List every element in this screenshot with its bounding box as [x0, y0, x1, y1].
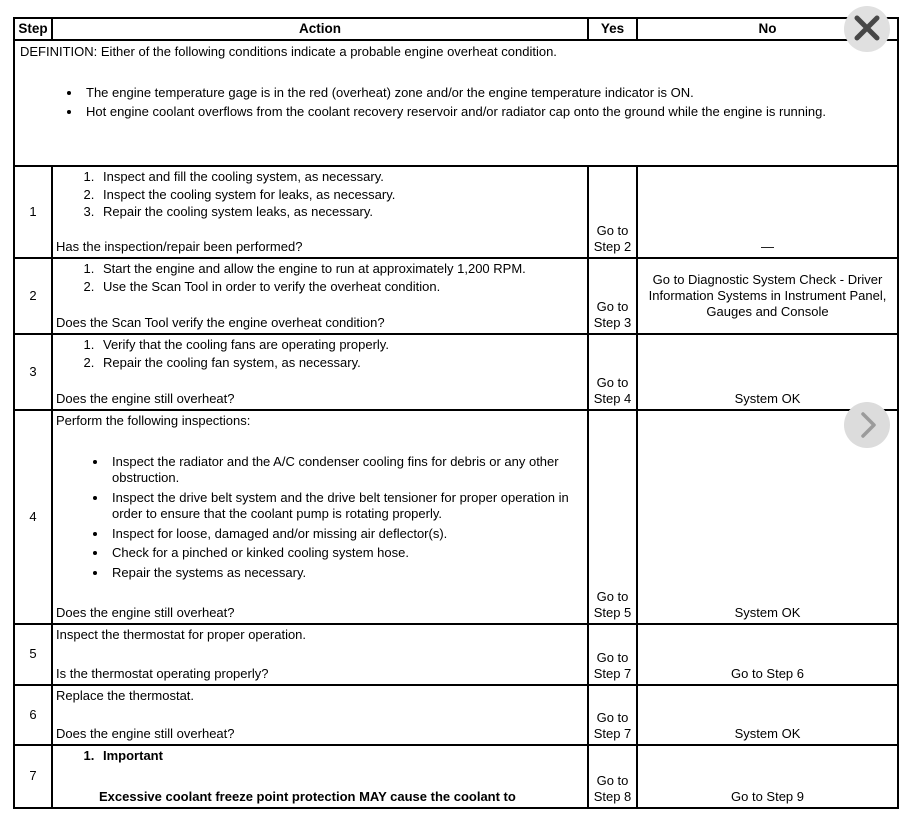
table-row-step-4: [14, 410, 898, 624]
action-text: Replace the thermostat.: [56, 688, 195, 703]
yes-goto-line: Go to: [596, 589, 629, 604]
table-row-step-1: [14, 166, 898, 258]
step-number: 1: [14, 166, 52, 258]
chevron-right-icon: [844, 402, 890, 448]
action-content: [56, 688, 583, 742]
yes-goto-line: Go to: [596, 710, 629, 725]
no-cell: System OK: [637, 334, 898, 410]
yes-goto-line: Step 4: [593, 391, 632, 406]
action-question: Does the engine still overheat?: [56, 604, 235, 620]
yes-goto-line: Step 2: [593, 239, 632, 254]
definition-text: DEFINITION: Either of the following conditions indicate a probable engine overheat condition.: [20, 44, 557, 59]
no-cell: Go to Diagnostic System Check - Driver Information Systems in Instrument Panel, Gauges and Console: [637, 258, 898, 334]
yes-goto-line: Step 7: [593, 726, 632, 741]
no-cell: —: [637, 166, 898, 258]
inspection-bullet-list: [56, 454, 583, 585]
yes-cell: [588, 258, 637, 334]
yes-cell: [588, 624, 637, 685]
no-cell: System OK: [637, 410, 898, 624]
definition-cell: [14, 40, 898, 166]
yes-goto-line: Step 3: [593, 315, 632, 330]
action-content: [56, 627, 583, 682]
action-cell: [52, 166, 588, 258]
action-cell: [52, 334, 588, 410]
action-question: Does the engine still overheat?: [56, 725, 235, 741]
yes-goto-line: Go to: [596, 773, 629, 788]
action-step-item: 3. Repair the cooling system leaks, as necessary.: [98, 204, 583, 221]
action-step-list: [56, 337, 583, 372]
inspection-bullet: • Repair the systems as necessary.: [108, 565, 583, 582]
action-step-list: [56, 261, 583, 296]
action-cell: [52, 745, 588, 808]
action-content: [56, 261, 583, 331]
action-text: Inspect the thermostat for proper operation.: [56, 627, 307, 642]
action-content: [56, 337, 583, 407]
step-number: 2: [14, 258, 52, 334]
inspection-bullet: • Inspect the drive belt system and the drive belt tensioner for proper operation in order to ensure that the coolant pump is rotating properly.: [108, 490, 583, 523]
yes-goto-line: Step 8: [593, 789, 632, 804]
inspection-bullet: • Inspect for loose, damaged and/or missing air deflector(s).: [108, 526, 583, 543]
action-cell: [52, 685, 588, 745]
header-row: [14, 18, 898, 40]
step-number: 6: [14, 685, 52, 745]
next-button[interactable]: [844, 402, 890, 448]
action-step-item: 2. Inspect the cooling system for leaks, as necessary.: [98, 187, 583, 204]
yes-goto-line: Go to: [596, 375, 629, 390]
table-row-step-2: [14, 258, 898, 334]
col-header-yes: Yes: [588, 18, 637, 40]
action-question: Does the Scan Tool verify the engine overheat condition?: [56, 314, 385, 330]
definition-bullet: • The engine temperature gage is in the red (overheat) zone and/or the engine temperature indicator is ON.: [82, 85, 892, 102]
action-intro: Perform the following inspections:: [56, 413, 251, 428]
col-header-no: No: [637, 18, 898, 40]
yes-cell: [588, 166, 637, 258]
close-button[interactable]: [844, 6, 890, 52]
important-label: 1. Important: [98, 748, 583, 765]
action-step-item: 2. Repair the cooling fan system, as necessary.: [98, 355, 583, 372]
yes-cell: [588, 685, 637, 745]
action-step-list: [56, 169, 583, 222]
action-step-list: [56, 748, 583, 766]
step-number: 4: [14, 410, 52, 624]
inspection-bullet: • Check for a pinched or kinked cooling system hose.: [108, 545, 583, 562]
yes-cell: [588, 334, 637, 410]
diagnostic-table: [13, 17, 899, 809]
close-icon: [844, 6, 890, 52]
definition-row: [14, 40, 898, 166]
action-question: Is the thermostat operating properly?: [56, 665, 269, 681]
step-number: 3: [14, 334, 52, 410]
action-step-item: 1. Start the engine and allow the engine to run at approximately 1,200 RPM.: [98, 261, 583, 278]
table-row-step-5: [14, 624, 898, 685]
yes-goto-line: Go to: [596, 650, 629, 665]
action-question: Does the engine still overheat?: [56, 390, 235, 406]
diagnostic-table-container: [13, 17, 897, 809]
yes-goto-line: Go to: [596, 223, 629, 238]
action-content: [56, 169, 583, 255]
action-cell: [52, 410, 588, 624]
action-content: [56, 413, 583, 621]
no-cell: System OK: [637, 685, 898, 745]
yes-goto-line: Step 7: [593, 666, 632, 681]
col-header-step: Step: [14, 18, 52, 40]
action-step-item: 1. Verify that the cooling fans are operating properly.: [98, 337, 583, 354]
step-number: 5: [14, 624, 52, 685]
definition-bullet-list: [20, 85, 892, 121]
action-cell: [52, 258, 588, 334]
table-row-step-6: [14, 685, 898, 745]
table-row-step-3: [14, 334, 898, 410]
table-row-step-7: [14, 745, 898, 808]
action-cell: [52, 624, 588, 685]
no-cell: Go to Step 9: [637, 745, 898, 808]
step-number: 7: [14, 745, 52, 808]
inspection-bullet: • Inspect the radiator and the A/C condenser cooling fins for debris or any other obstruction.: [108, 454, 583, 487]
yes-cell: [588, 745, 637, 808]
action-content: [56, 748, 583, 805]
yes-goto-line: Go to: [596, 299, 629, 314]
yes-cell: [588, 410, 637, 624]
no-cell: Go to Step 6: [637, 624, 898, 685]
action-question: Has the inspection/repair been performed?: [56, 238, 303, 254]
definition-bullet: • Hot engine coolant overflows from the coolant recovery reservoir and/or radiator cap onto the ground while the engine is running.: [82, 104, 892, 121]
action-step-item: 2. Use the Scan Tool in order to verify the overheat condition.: [98, 279, 583, 296]
yes-goto-line: Step 5: [593, 605, 632, 620]
bold-warning-text: Excessive coolant freeze point protection MAY cause the coolant to: [99, 788, 516, 804]
action-step-item: 1. Inspect and fill the cooling system, as necessary.: [98, 169, 583, 186]
col-header-action: Action: [52, 18, 588, 40]
